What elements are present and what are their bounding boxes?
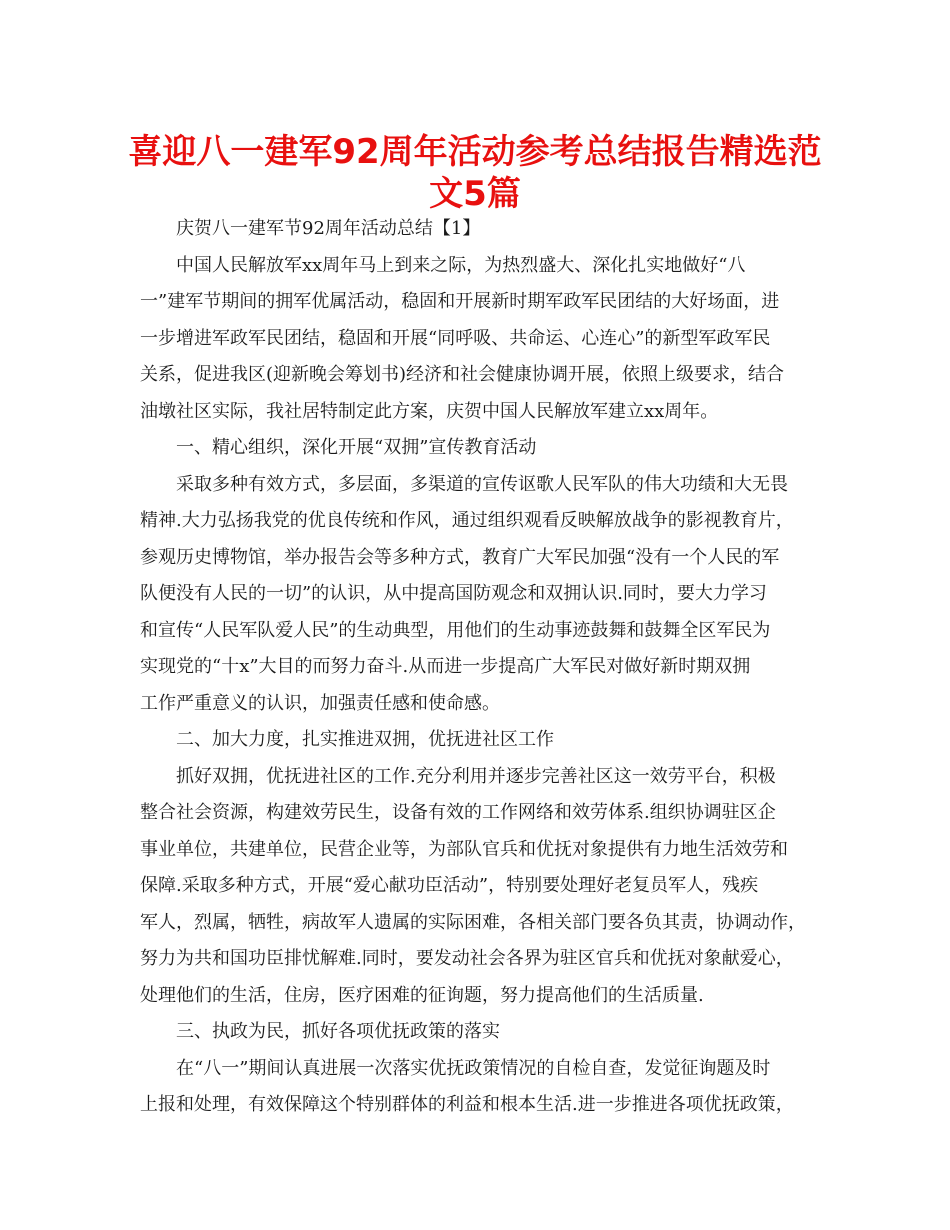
section-heading-2: 一、精心组织，深化开展“双拥”宣传教育活动 [176, 437, 537, 458]
paragraph-line: 精神.大力弘扬我党的优良传统和作风，通过组织观看反映解放战争的影视教育片， [140, 510, 794, 531]
paragraph-line: 油墩社区实际，我社居特制定此方案，庆贺中国人民解放军建立xx周年。 [140, 400, 719, 422]
paragraph-line: 整合社会资源，构建效劳民生，设备有效的工作网络和效劳体系.组织协调驻区企 [140, 802, 776, 823]
paragraph-line: 在“八一”期间认真进展一次落实优抚政策情况的自检自查，发觉征询题及时 [176, 1057, 771, 1079]
paragraph-line: 保障.采取多种方式，开展“爱心献功臣活动”，特别要处理好老复员军人，残疾 [140, 875, 759, 896]
paragraph-line: 队便没有人民的一切”的认识，从中提高国防观念和双拥认识.同时，要大力学习 [140, 583, 767, 604]
paragraph-line: 和宣传“人民军队爱人民”的生动典型，用他们的生动事迹鼓舞和鼓舞全区军民为 [140, 619, 771, 641]
paragraph-line: 工作严重意义的认识，加强责任感和使命感。 [140, 692, 500, 714]
document-title-line-2: 文5篇 [429, 174, 521, 214]
paragraph-line: 采取多种有效方式，多层面，多渠道的宣传讴歌人民军队的伟大功绩和大无畏 [176, 473, 788, 495]
paragraph-line: 一步增进军政军民团结，稳固和开展“同呼吸、共命运、心连心”的新型军政军民 [140, 327, 771, 349]
paragraph-line: 抓好双拥，优抚进社区的工作.充分利用并逐步完善社区这一效劳平台，积极 [176, 765, 776, 787]
paragraph-line: 军人，烈属，牺牲，病故军人遗属的实际困难，各相关部门要各负其责，协调动作， [140, 911, 806, 933]
paragraph-line: 中国人民解放军xx周年马上到来之际，为热烈盛大、深化扎实地做好“八 [176, 254, 746, 276]
section-heading-1: 庆贺八一建军节92周年活动总结【1】 [176, 218, 481, 239]
paragraph-line: 事业单位，共建单位，民营企业等，为部队官兵和优抚对象提供有力地生活效劳和 [140, 838, 788, 860]
paragraph-line: 实现党的“十x”大目的而努力奋斗.从而进一步提高广大军民对做好新时期双拥 [140, 656, 751, 677]
section-heading-4: 三、执政为民，抓好各项优抚政策的落实 [176, 1021, 500, 1042]
paragraph-line: 上报和处理，有效保障这个特别群体的利益和根本生活.进一步推进各项优抚政策， [140, 1094, 794, 1115]
document-title-line-1: 喜迎八一建军92周年活动参考总结报告精选范 [128, 132, 822, 172]
paragraph-line: 关系，促进我区(迎新晚会筹划书)经济和社会健康协调开展，依照上级要求，结合 [140, 364, 785, 385]
paragraph-line: 处理他们的生活，住房，医疗困难的征询题，努力提高他们的生活质量. [140, 984, 704, 1006]
paragraph-line: 一”建军节期间的拥军优属活动，稳固和开展新时期军政军民团结的大好场面，进 [140, 291, 780, 312]
section-heading-3: 二、加大力度，扎实推进双拥，优抚进社区工作 [176, 729, 554, 750]
paragraph-line: 努力为共和国功臣排忧解难.同时，要发动社会各界为驻区官兵和优抚对象献爱心， [140, 948, 794, 969]
paragraph-line: 参观历史博物馆，举办报告会等多种方式，教育广大军民加强“没有一个人民的军 [140, 546, 780, 568]
